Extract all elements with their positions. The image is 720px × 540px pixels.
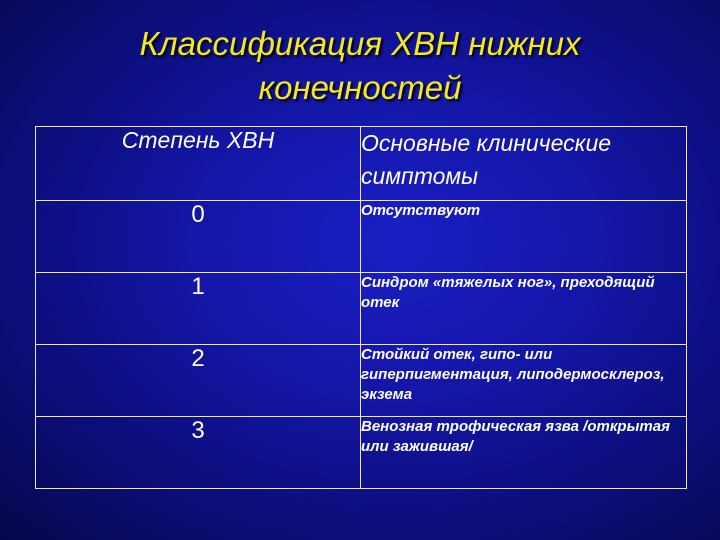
classification-table xyxy=(35,126,687,489)
table-row xyxy=(36,345,687,417)
column-header-degree: Степень ХВН xyxy=(36,127,361,201)
degree-cell: 1 xyxy=(36,273,361,345)
degree-cell: 0 xyxy=(36,201,361,273)
table-row xyxy=(36,273,687,345)
table-row xyxy=(36,417,687,489)
column-header-symptoms: Основные клинические симптомы xyxy=(361,127,687,201)
table-header-row xyxy=(36,127,687,201)
slide-title: Классификация ХВН нижних конечностей xyxy=(139,25,581,106)
symptoms-cell: Стойкий отек, гипо- или гиперпигментация, липодермосклероз, экзема xyxy=(361,345,687,417)
symptoms-cell: Венозная трофическая язва /открытая или зажившая/ xyxy=(361,417,687,489)
symptoms-cell: Отсутствуют xyxy=(361,201,687,273)
table-row xyxy=(36,201,687,273)
symptoms-cell: Синдром «тяжелых ног», преходящий отек xyxy=(361,273,687,345)
degree-cell: 3 xyxy=(36,417,361,489)
degree-cell: 2 xyxy=(36,345,361,417)
